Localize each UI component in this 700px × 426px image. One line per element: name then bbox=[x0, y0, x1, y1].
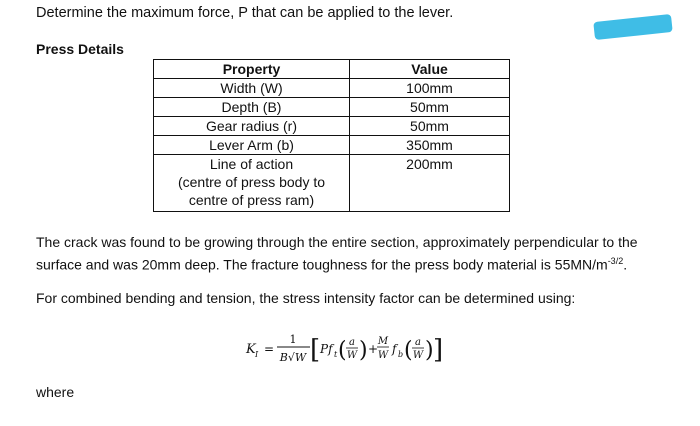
table-row bbox=[154, 98, 510, 117]
eq-inner-den-2: W bbox=[412, 350, 424, 361]
cell-property: Lever Arm (b) bbox=[154, 136, 350, 155]
cell-empty bbox=[350, 173, 510, 191]
table-row bbox=[154, 79, 510, 98]
eq-term1-sub: t bbox=[334, 350, 338, 359]
eq-k: K bbox=[246, 342, 256, 357]
cell-value: 350mm bbox=[350, 136, 510, 155]
cell-property: Line of action bbox=[154, 155, 350, 174]
highlighter-mark bbox=[593, 14, 672, 40]
eq-equals: = bbox=[264, 342, 275, 356]
eq-m-num: M bbox=[377, 336, 389, 347]
cell-property: Width (W) bbox=[154, 79, 350, 98]
paragraph-crack-text: The crack was found to be growing through the entire section, approximately perpendicular to the surface and was 20mm deep. The fracture toughness for the press body material is 55MN/m bbox=[36, 234, 638, 273]
cell-value: 100mm bbox=[350, 79, 510, 98]
cell-property: Gear radius (r) bbox=[154, 117, 350, 136]
eq-paren-close-1: ) bbox=[359, 338, 368, 363]
eq-inner-den-1: W bbox=[346, 350, 358, 361]
press-details-table bbox=[153, 59, 510, 212]
cell-empty bbox=[350, 191, 510, 212]
table-row-continuation bbox=[154, 191, 510, 212]
unit-exponent: -3/2 bbox=[607, 256, 624, 266]
stress-intensity-equation bbox=[244, 326, 464, 372]
eq-m-den: W bbox=[377, 350, 389, 361]
paragraph-crack bbox=[36, 233, 666, 275]
eq-inner-num-2: a bbox=[415, 337, 421, 348]
table-row bbox=[154, 136, 510, 155]
eq-inner-num-1: a bbox=[349, 337, 355, 348]
eq-paren-open-2: ( bbox=[404, 338, 413, 363]
paragraph-formula-intro: For combined bending and tension, the stress intensity factor can be determined using: bbox=[36, 290, 576, 306]
eq-paren-open-1: ( bbox=[338, 338, 347, 363]
eq-term1: Pf bbox=[320, 342, 333, 356]
eq-term2-sub: b bbox=[398, 350, 404, 359]
eq-paren-close-2: ) bbox=[425, 338, 434, 363]
eq-frac-num: 1 bbox=[289, 333, 297, 346]
where-label: where bbox=[36, 384, 75, 400]
cell-value: 200mm bbox=[350, 155, 510, 174]
header-value: Value bbox=[350, 60, 510, 79]
eq-plus: + bbox=[368, 342, 379, 356]
eq-term2: f bbox=[392, 342, 397, 356]
eq-frac-den: B√W bbox=[279, 351, 307, 364]
eq-left-bracket: [ bbox=[310, 335, 321, 365]
cell-value: 50mm bbox=[350, 117, 510, 136]
header-property: Property bbox=[154, 60, 350, 79]
table-row-continuation bbox=[154, 173, 510, 191]
cell-property-note: centre of press ram) bbox=[154, 191, 350, 212]
eq-k-sub: I bbox=[255, 350, 259, 359]
paragraph-end: . bbox=[623, 256, 628, 273]
section-title: Press Details bbox=[36, 41, 124, 57]
cell-property: Depth (B) bbox=[154, 98, 350, 117]
table-header-row bbox=[154, 60, 510, 79]
table-row bbox=[154, 155, 510, 174]
cell-property-note: (centre of press body to bbox=[154, 173, 350, 191]
table-row bbox=[154, 117, 510, 136]
cell-value: 50mm bbox=[350, 98, 510, 117]
eq-right-bracket: ] bbox=[433, 335, 444, 365]
question-text: Determine the maximum force, P that can be applied to the lever. bbox=[36, 5, 454, 21]
